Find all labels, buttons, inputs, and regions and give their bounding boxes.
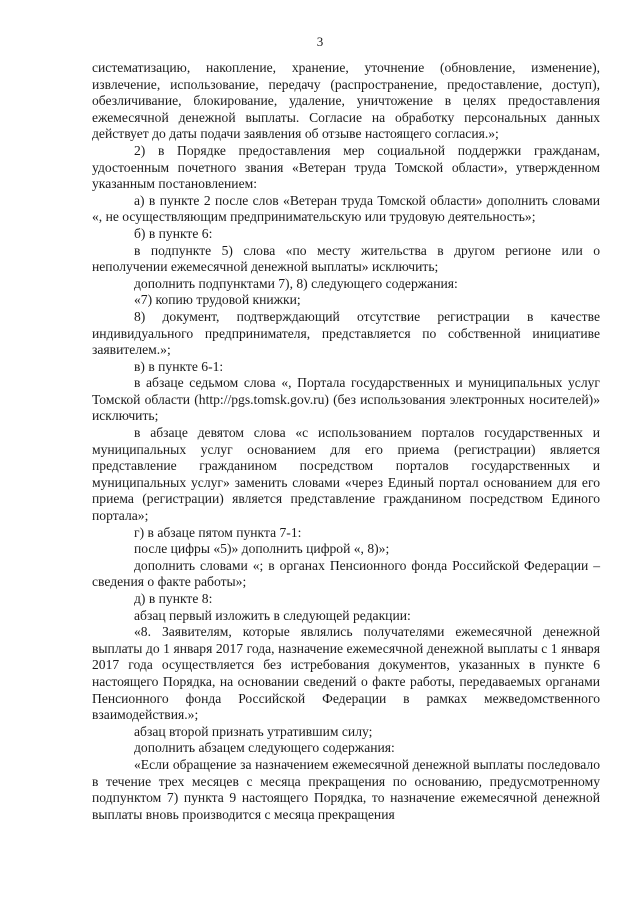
paragraph: «Если обращение за назначением ежемесячной денежной выплаты последовало в течение трех месяцев с месяца прекращения по основанию, предусмотренному подпунктом 7) пункта 9 настоящего Порядка, то назначение ежемесячной денежной выплаты вновь производится с месяца прекращения (92, 756, 600, 822)
paragraph: «8. Заявителям, которые являлись получателями ежемесячной денежной выплаты до 1 января 2017 года, назначение ежемесячной денежной выплаты с 1 января 2017 года осуществляется без истребования документов, указанных в пункте 6 настоящего Порядка, на основании сведений о факте работы, передаваемых органами Пенсионного фонда Российской Федерации в рамках межведомственного взаимодействия.»; (92, 624, 600, 723)
paragraph: абзац первый изложить в следующей редакции: (134, 607, 411, 623)
paragraph: а) в пункте 2 после слов «Ветеран труда Томской области» дополнить словами «, не осуществляющим предпринимательскую или трудовую деятельность»; (92, 192, 600, 225)
paragraph: в абзаце девятом слова «с использованием порталов государственных и муниципальных услуг основанием для его приема (регистрации) является представление гражданином посредством порталов государственных и муниципальных услуг» заменить словами «через Единый портал основанием для его приема (регистрации) является представление гражданином посредством Единого портала»; (92, 425, 600, 524)
paragraph: в абзаце седьмом слова «, Портала государственных и муниципальных услуг Томской области (http://pgs.tomsk.gov.ru) (без использования электронных носителей)» исключить; (92, 375, 600, 424)
paragraph: дополнить подпунктами 7), 8) следующего содержания: (134, 275, 458, 291)
paragraph: систематизацию, накопление, хранение, уточнение (обновление, изменение), извлечение, использование, передачу (распространение, предоставление, доступ), обезличивание, блокирование, удаление, уничтожение в целях предоставления ежемесячной денежной выплаты. Согласие на обработку персональных данных действует до даты подачи заявления об отзыве настоящего согласия.»; (92, 60, 600, 142)
paragraph: «7) копию трудовой книжки; (134, 292, 301, 308)
paragraph: в) в пункте 6-1: (134, 358, 224, 374)
paragraph: 8) документ, подтверждающий отсутствие регистрации в качестве индивидуального предпринимателя, представляется по собственной инициативе заявителем.»; (92, 308, 600, 358)
page-number: 3 (316, 34, 324, 49)
document-body (92, 60, 600, 823)
paragraph: дополнить абзацем следующего содержания: (134, 740, 395, 756)
paragraph: г) в абзаце пятом пункта 7-1: (134, 524, 302, 540)
paragraph: дополнить словами «; в органах Пенсионного фонда Российской Федерации – сведения о факте работы»; (92, 557, 600, 590)
paragraph: 2) в Порядке предоставления мер социальной поддержки гражданам, удостоенным почетного звания «Ветеран труда Томской области», утвержденном указанным постановлением: (92, 142, 600, 192)
paragraph: д) в пункте 8: (134, 591, 213, 606)
paragraph: б) в пункте 6: (134, 225, 213, 241)
paragraph: в подпункте 5) слова «по месту жительства в другом регионе или о неполучении ежемесячной денежной выплаты» исключить; (92, 242, 600, 275)
paragraph: абзац второй признать утратившим силу; (134, 723, 373, 739)
paragraph: после цифры «5)» дополнить цифрой «, 8)»; (134, 541, 390, 557)
